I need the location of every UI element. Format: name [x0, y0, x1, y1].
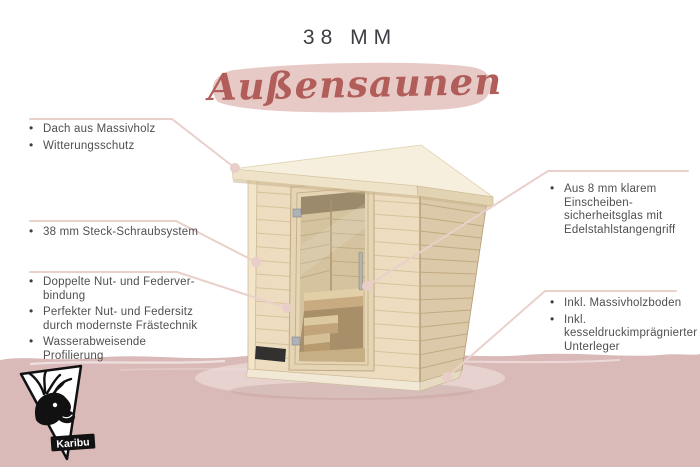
- connector-dot-joinery: [282, 303, 292, 313]
- callout-item: • 38 mm Steck-Schraubsystem: [28, 226, 233, 240]
- connector-dot-floor: [442, 372, 452, 382]
- callout-wall-system: [28, 226, 233, 240]
- callout-item: • Dach aus Massivholz: [28, 123, 223, 137]
- callout-item: • Aus 8 mm klarem Einscheiben-sicherheitsglas mit Edelstahlstangengriff: [549, 183, 700, 237]
- logo-wordmark: Karibu: [56, 436, 91, 451]
- callout-joinery-list: [28, 276, 198, 363]
- callout-item: • Perfekter Nut- und Federsitz durch modernste Frästechnik: [28, 306, 198, 333]
- callout-floor-list: [549, 297, 700, 354]
- callout-door-glass: [549, 183, 700, 237]
- logo-wordmark-badge: [50, 433, 95, 451]
- callout-floor: [549, 297, 700, 354]
- thickness-title: 38 MM: [302, 26, 398, 49]
- callout-item: • Wasserabweisende Profilierung: [28, 336, 198, 363]
- callout-item: • Inkl. kesseldruckimprägnierter Unterleger: [549, 314, 700, 355]
- callout-joinery: [28, 276, 198, 363]
- karibu-logo: [14, 360, 106, 464]
- callout-item: • Doppelte Nut- und Federver-bindung: [28, 276, 198, 303]
- callout-item: • Inkl. Massivholzboden: [549, 297, 700, 311]
- callout-roof-list: [28, 123, 223, 153]
- callout-wall-list: [28, 226, 233, 240]
- connector-dot-wall: [251, 257, 261, 267]
- connector-dot-roof: [230, 163, 240, 173]
- connector-dot-door: [362, 281, 372, 291]
- callout-roof: [28, 123, 223, 153]
- callout-item: • Witterungsschutz: [28, 140, 223, 154]
- banner-title: Außensaunen: [207, 58, 503, 110]
- callout-door-list: [549, 183, 700, 237]
